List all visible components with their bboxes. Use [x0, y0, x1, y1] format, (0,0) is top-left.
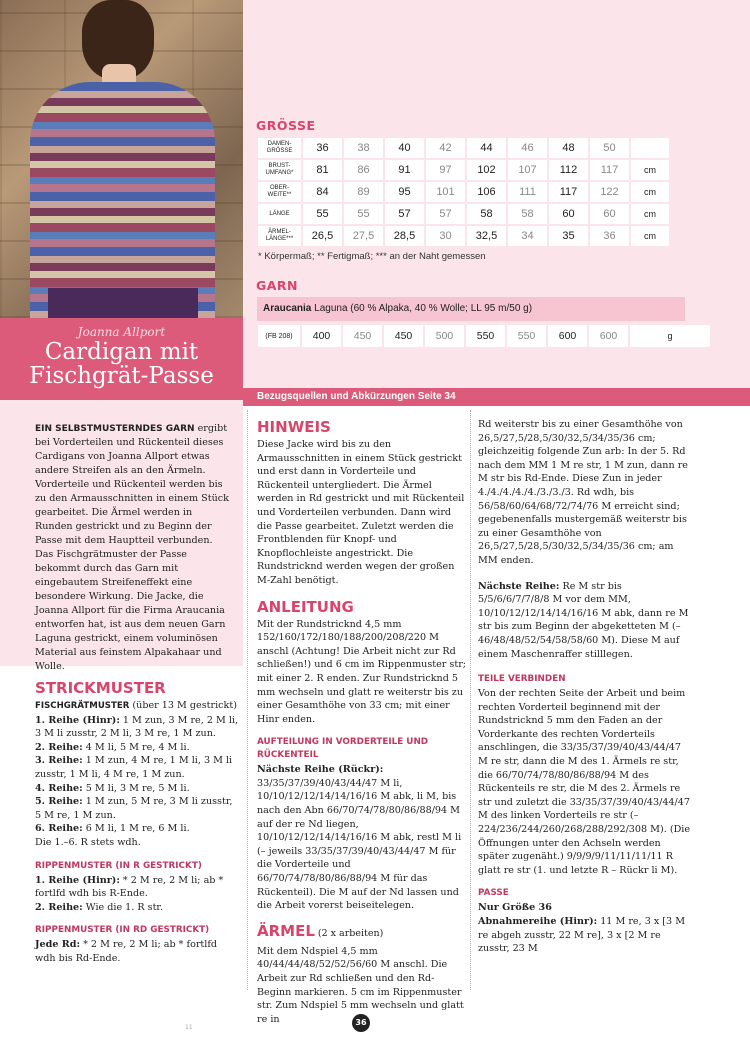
size-unit: cm	[631, 204, 669, 224]
size-value: 102	[467, 160, 506, 180]
yarn-description	[257, 297, 685, 321]
pattern-title	[0, 340, 243, 388]
size-value: 101	[426, 182, 465, 202]
fish-row-key: 1. Reihe (Hinr):	[35, 714, 120, 726]
yarn-amount: 600	[548, 325, 587, 347]
size-value: 30	[426, 226, 465, 246]
intro-lead: EIN SELBSTMUSTERNDES GARN	[35, 424, 195, 434]
fish-rows	[35, 714, 240, 836]
size-value: 86	[344, 160, 383, 180]
size-value: 57	[385, 204, 424, 224]
aermel-heading	[257, 922, 467, 943]
fish-sub: (über 13 M gestrickt)	[129, 700, 237, 711]
size-value: 50	[590, 138, 629, 158]
yarn-color-code: (FB 208)	[258, 325, 300, 347]
size-value: 40	[385, 138, 424, 158]
size-row-label: OBER-WEITE**	[258, 182, 301, 202]
size-value: 55	[303, 204, 342, 224]
hinweis-heading: HINWEIS	[257, 418, 331, 436]
fish-row-text: 1 M zun, 4 M re, 1 M li, 3 M li zusstr, 1 M li, 4 M re, 1 M zun.	[35, 755, 233, 780]
yarn-amount: 450	[343, 325, 382, 347]
aufteilung-key: Nächste Reihe (Rückr):	[257, 764, 384, 776]
yarn-amount: 600	[589, 325, 628, 347]
yarn-row	[258, 325, 710, 347]
size-value: 34	[508, 226, 547, 246]
rib-rd-key: Jede Rd:	[35, 939, 81, 951]
fish-row-key: 4. Reihe:	[35, 782, 83, 794]
yarn-brand: Araucania	[263, 303, 312, 314]
fish-row	[35, 795, 240, 822]
size-note: * Körpermaß; ** Fertigmaß; *** an der Naht gemessen	[258, 251, 486, 262]
yarn-amount: 500	[425, 325, 464, 347]
passe-text: 11 M re, 3 x [3 M re abgeh zusstr, 22 M re], 3 x [2 M re zusstr, 23 M	[478, 916, 686, 955]
fish-row	[35, 782, 240, 796]
column-divider	[247, 410, 248, 990]
fish-row-text: 1 M zun, 5 M re, 3 M li zusstr, 5 M re, 1 M zun.	[35, 796, 233, 821]
size-value: 122	[590, 182, 629, 202]
teile-heading: TEILE VERBINDEN	[478, 674, 566, 685]
size-unit: cm	[631, 160, 669, 180]
yarn-unit: g	[630, 325, 710, 347]
size-value: 46	[508, 138, 547, 158]
size-value: 35	[549, 226, 588, 246]
size-row-label: ÄRMEL-LÄNGE***	[258, 226, 301, 246]
size-value: 26,5	[303, 226, 342, 246]
column-1	[35, 679, 240, 966]
passe-sub: Nur Größe 36	[478, 902, 552, 914]
rib-r1-text: * 2 M re, 2 M li; ab * fortlfd wdh bis R-Ende.	[35, 874, 224, 900]
yarn-amount: 450	[384, 325, 423, 347]
fish-row	[35, 714, 240, 741]
next-row-text: Re M str bis 5/5/6/6/7/7/8/8 M vor dem MM, 10/10/12/12/14/14/16/16 M abk, dann re M str bis zum Beginn der abgeketteten M (– 46/48/48/52/54/58/58/60 M). Diese M auf einem Maschenraffer stilllegen.	[478, 580, 689, 660]
column-divider	[470, 410, 471, 990]
pattern-title-line1: Cardigan mit	[44, 339, 199, 365]
intro-body: ergibt bei Vorderteilen und Rückenteil dieses Cardigans von Joanna Allport etwas andere Streifen als an den Ärmeln. Vorderteile und Rückenteil werden bis zu den Armausschnitten in einem Stück gearbeitet. Die Ärmel werden in Runden gestrickt und zu Beginn der Passe mit dem Hauptteil verbunden. Das Fischgrätmuster der Passe bekommt durch das Garn mit eingebautem Streifeneffekt eine besondere Wirkung. Die Jacke, die Joanna Allport für die Firma Araucania entworfen hat, ist aus dem neuen Garn Laguna gestrickt, einem voluminösen Material aus feinstem Alpakahaar und Wolle.	[35, 423, 229, 672]
title-band	[0, 318, 243, 400]
yarn-amount-table	[256, 323, 712, 349]
size-row-label: DAMEN-GRÖSSE	[258, 138, 301, 158]
rib-r-title: RIPPENMUSTER (IN R GESTRICKT)	[35, 860, 202, 871]
size-value: 60	[590, 204, 629, 224]
aufteilung-text: 33/35/37/39/40/43/44/47 M li, 10/10/12/12/14/14/16/16 M abk, li M, bis nach den Abn 66/70/74/78/80/86/88/94 M auf der re Nd liegen, 10/10/12/12/14/14/16/16 M abk, restl M li (– jeweils 33/35/37/39/40/43/44/47 M für die Vorderteile und 66/70/74/78/80/86/88/94 M für das Rückenteil). Die M auf der Nd lassen und die Arbeit vorerst beiseitelegen.	[257, 777, 462, 912]
yarn-amount: 550	[507, 325, 546, 347]
rib-r2-text: Wie die 1. R str.	[82, 901, 164, 913]
anleitung-heading: ANLEITUNG	[257, 597, 354, 616]
size-value: 84	[303, 182, 342, 202]
strickmuster-heading: STRICKMUSTER	[35, 679, 166, 697]
size-value: 91	[385, 160, 424, 180]
size-value: 111	[508, 182, 547, 202]
fish-row-key: 3. Reihe:	[35, 755, 83, 767]
hero-photo	[0, 0, 243, 318]
size-heading: GRÖSSE	[256, 118, 316, 133]
fish-row	[35, 741, 240, 755]
model-skirt	[48, 288, 198, 318]
size-value: 55	[344, 204, 383, 224]
size-value: 81	[303, 160, 342, 180]
fish-row-key: 5. Reihe:	[35, 796, 83, 808]
sources-bar: Bezugsquellen und Abkürzungen Seite 34	[243, 388, 750, 406]
sleeve-continue-text: Rd weiterstr bis zu einer Gesamthöhe von 26,5/27,5/28,5/30/32,5/34/35/36 cm; gleichzeitig folgende Zun arb: In der 5. Rd nach dem MM 1 M re str, 1 M zun, dann re M str bis Rd-Ende. Diese Zun in jeder 4./4./4./4./4./3./3./3. Rd wdh, bis 56/58/60/64/68/72/74/76 M erreicht sind; gegebenenfalls mustergemäß weiterstr bis zu einer Gesamthöhe von 26,5/27,5/28,5/30/32,5/34/35/36 cm; am MM enden.	[478, 419, 688, 566]
size-unit: cm	[631, 182, 669, 202]
size-value: 112	[549, 160, 588, 180]
striped-cardigan	[30, 82, 215, 318]
size-value: 28,5	[385, 226, 424, 246]
anleitung-text: Mit der Rundstricknd 4,5 mm 152/160/172/180/188/200/208/220 M anschl (Achtung! Die Arbeit nicht zur Rd schließen!) und 6 cm im Rippenmuster str; mit einer 2. R enden. Zur Rundstricknd 5 mm wechseln und glatt re weiterstr bis zu einer Gesamthöhe von 33 cm; mit einer Hinr enden.	[257, 618, 467, 725]
size-value: 44	[467, 138, 506, 158]
aufteilung-heading: AUFTEILUNG IN VORDERTEILE UND RÜCKENTEIL	[257, 737, 429, 761]
yarn-amount: 400	[302, 325, 341, 347]
fish-title: FISCHGRÄTMUSTER	[35, 701, 130, 711]
intro-text	[0, 400, 243, 672]
yarn-heading: GARN	[256, 278, 299, 293]
size-value: 60	[549, 204, 588, 224]
size-row-label: LÄNGE	[258, 204, 301, 224]
size-row	[258, 138, 669, 158]
size-value: 117	[549, 182, 588, 202]
designer-name: Joanna Allport	[77, 325, 166, 339]
size-value: 27,5	[344, 226, 383, 246]
fish-row-key: 6. Reihe:	[35, 823, 83, 835]
next-row-key: Nächste Reihe:	[478, 580, 560, 592]
size-value: 117	[590, 160, 629, 180]
size-value: 57	[426, 204, 465, 224]
size-row	[258, 204, 669, 224]
info-box	[243, 0, 750, 388]
size-table	[256, 136, 671, 248]
pattern-title-line2: Fischgrät-Passe	[29, 363, 214, 389]
footer-mark: 11	[185, 1024, 193, 1031]
size-unit	[631, 138, 669, 158]
size-value: 32,5	[467, 226, 506, 246]
size-value: 36	[303, 138, 342, 158]
size-value: 58	[467, 204, 506, 224]
hinweis-text: Diese Jacke wird bis zu den Armausschnitten in einem Stück gestrickt und erst dann in Vorderteile und Rückenteil untergliedert. Die Ärmel werden in Rd gestrickt und mit Rückenteil und Vorderteilen verbunden. Dann wird die Passe gearbeitet. Zuletzt werden die Frontblenden für Knopf- und Knopflochleiste angestrickt. Die Rundstricknd werden wegen der großen M-Zahl benötigt.	[257, 439, 465, 586]
size-value: 38	[344, 138, 383, 158]
aermel-text: Mit dem Ndspiel 4,5 mm 40/44/44/48/52/52/56/60 M anschl. Die Arbeit zur Rd schließen und den Rd-Beginn markieren. 5 cm im Rippenmuster str. Zum Ndspiel 5 mm wechseln und glatt re in	[257, 945, 464, 1025]
rib-r1-key: 1. Reihe (Hinr):	[35, 874, 120, 886]
passe-heading: PASSE	[478, 888, 509, 899]
fish-row-text: 4 M li, 5 M re, 4 M li.	[82, 741, 190, 753]
column-2	[257, 418, 467, 1026]
fish-row	[35, 822, 240, 836]
rib-rd-title: RIPPENMUSTER (IN RD GESTRICKT)	[35, 925, 210, 936]
yarn-amount: 550	[466, 325, 505, 347]
teile-text: Von der rechten Seite der Arbeit und beim rechten Vorderteil beginnend mit der Rundstricknd 5 mm den Faden an der Vorderkante des rechten Vorderteils anschlingen, die 33/35/37/39/40/43/44/47 M re str, dann die M des 1. Ärmels re str, die 66/70/74/78/80/86/88/94 M des Rückenteils re str, die M des 2. Ärmels re str und zuletzt die 33/35/37/39/40/43/44/47 M des linken Vorderteils re str (– 224/236/244/260/268/288/292/308 M). (Die Öffnungen unter den Achseln werden später zugenäht.) 9/9/9/9/11/11/11/11 R glatt re str (1. und letzte R – Rückr li M).	[478, 688, 691, 876]
fish-row-text: 1 M zun, 3 M re, 2 M li, 3 M li zusstr, 2 M li, 3 M re, 1 M zun.	[35, 714, 239, 740]
passe-key: Abnahmereihe (Hinr):	[478, 916, 598, 927]
size-row	[258, 226, 669, 246]
size-value: 48	[549, 138, 588, 158]
size-unit: cm	[631, 226, 669, 246]
size-row	[258, 160, 669, 180]
fish-row	[35, 754, 240, 781]
size-value: 97	[426, 160, 465, 180]
yarn-desc: Laguna (60 % Alpaka, 40 % Wolle; LL 95 m/50 g)	[311, 303, 533, 314]
fish-row-text: 6 M li, 1 M re, 6 M li.	[82, 823, 190, 835]
column-3	[478, 418, 690, 956]
page-number: 36	[352, 1014, 370, 1032]
aermel-title: ÄRMEL	[257, 921, 315, 940]
size-value: 106	[467, 182, 506, 202]
fish-end: Die 1.–6. R stets wdh.	[35, 836, 141, 848]
size-value: 42	[426, 138, 465, 158]
rib-rd-text: * 2 M re, 2 M li; ab * fortlfd wdh bis Rd-Ende.	[35, 939, 218, 964]
size-value: 36	[590, 226, 629, 246]
aermel-sub: (2 x arbeiten)	[314, 927, 384, 939]
size-row	[258, 182, 669, 202]
size-row-label: BRUST-UMFANG*	[258, 160, 301, 180]
rib-r2-key: 2. Reihe:	[35, 901, 83, 913]
size-value: 89	[344, 182, 383, 202]
size-value: 58	[508, 204, 547, 224]
size-value: 107	[508, 160, 547, 180]
fish-row-text: 5 M li, 3 M re, 5 M li.	[82, 782, 190, 794]
size-value: 95	[385, 182, 424, 202]
fish-row-key: 2. Reihe:	[35, 741, 83, 753]
